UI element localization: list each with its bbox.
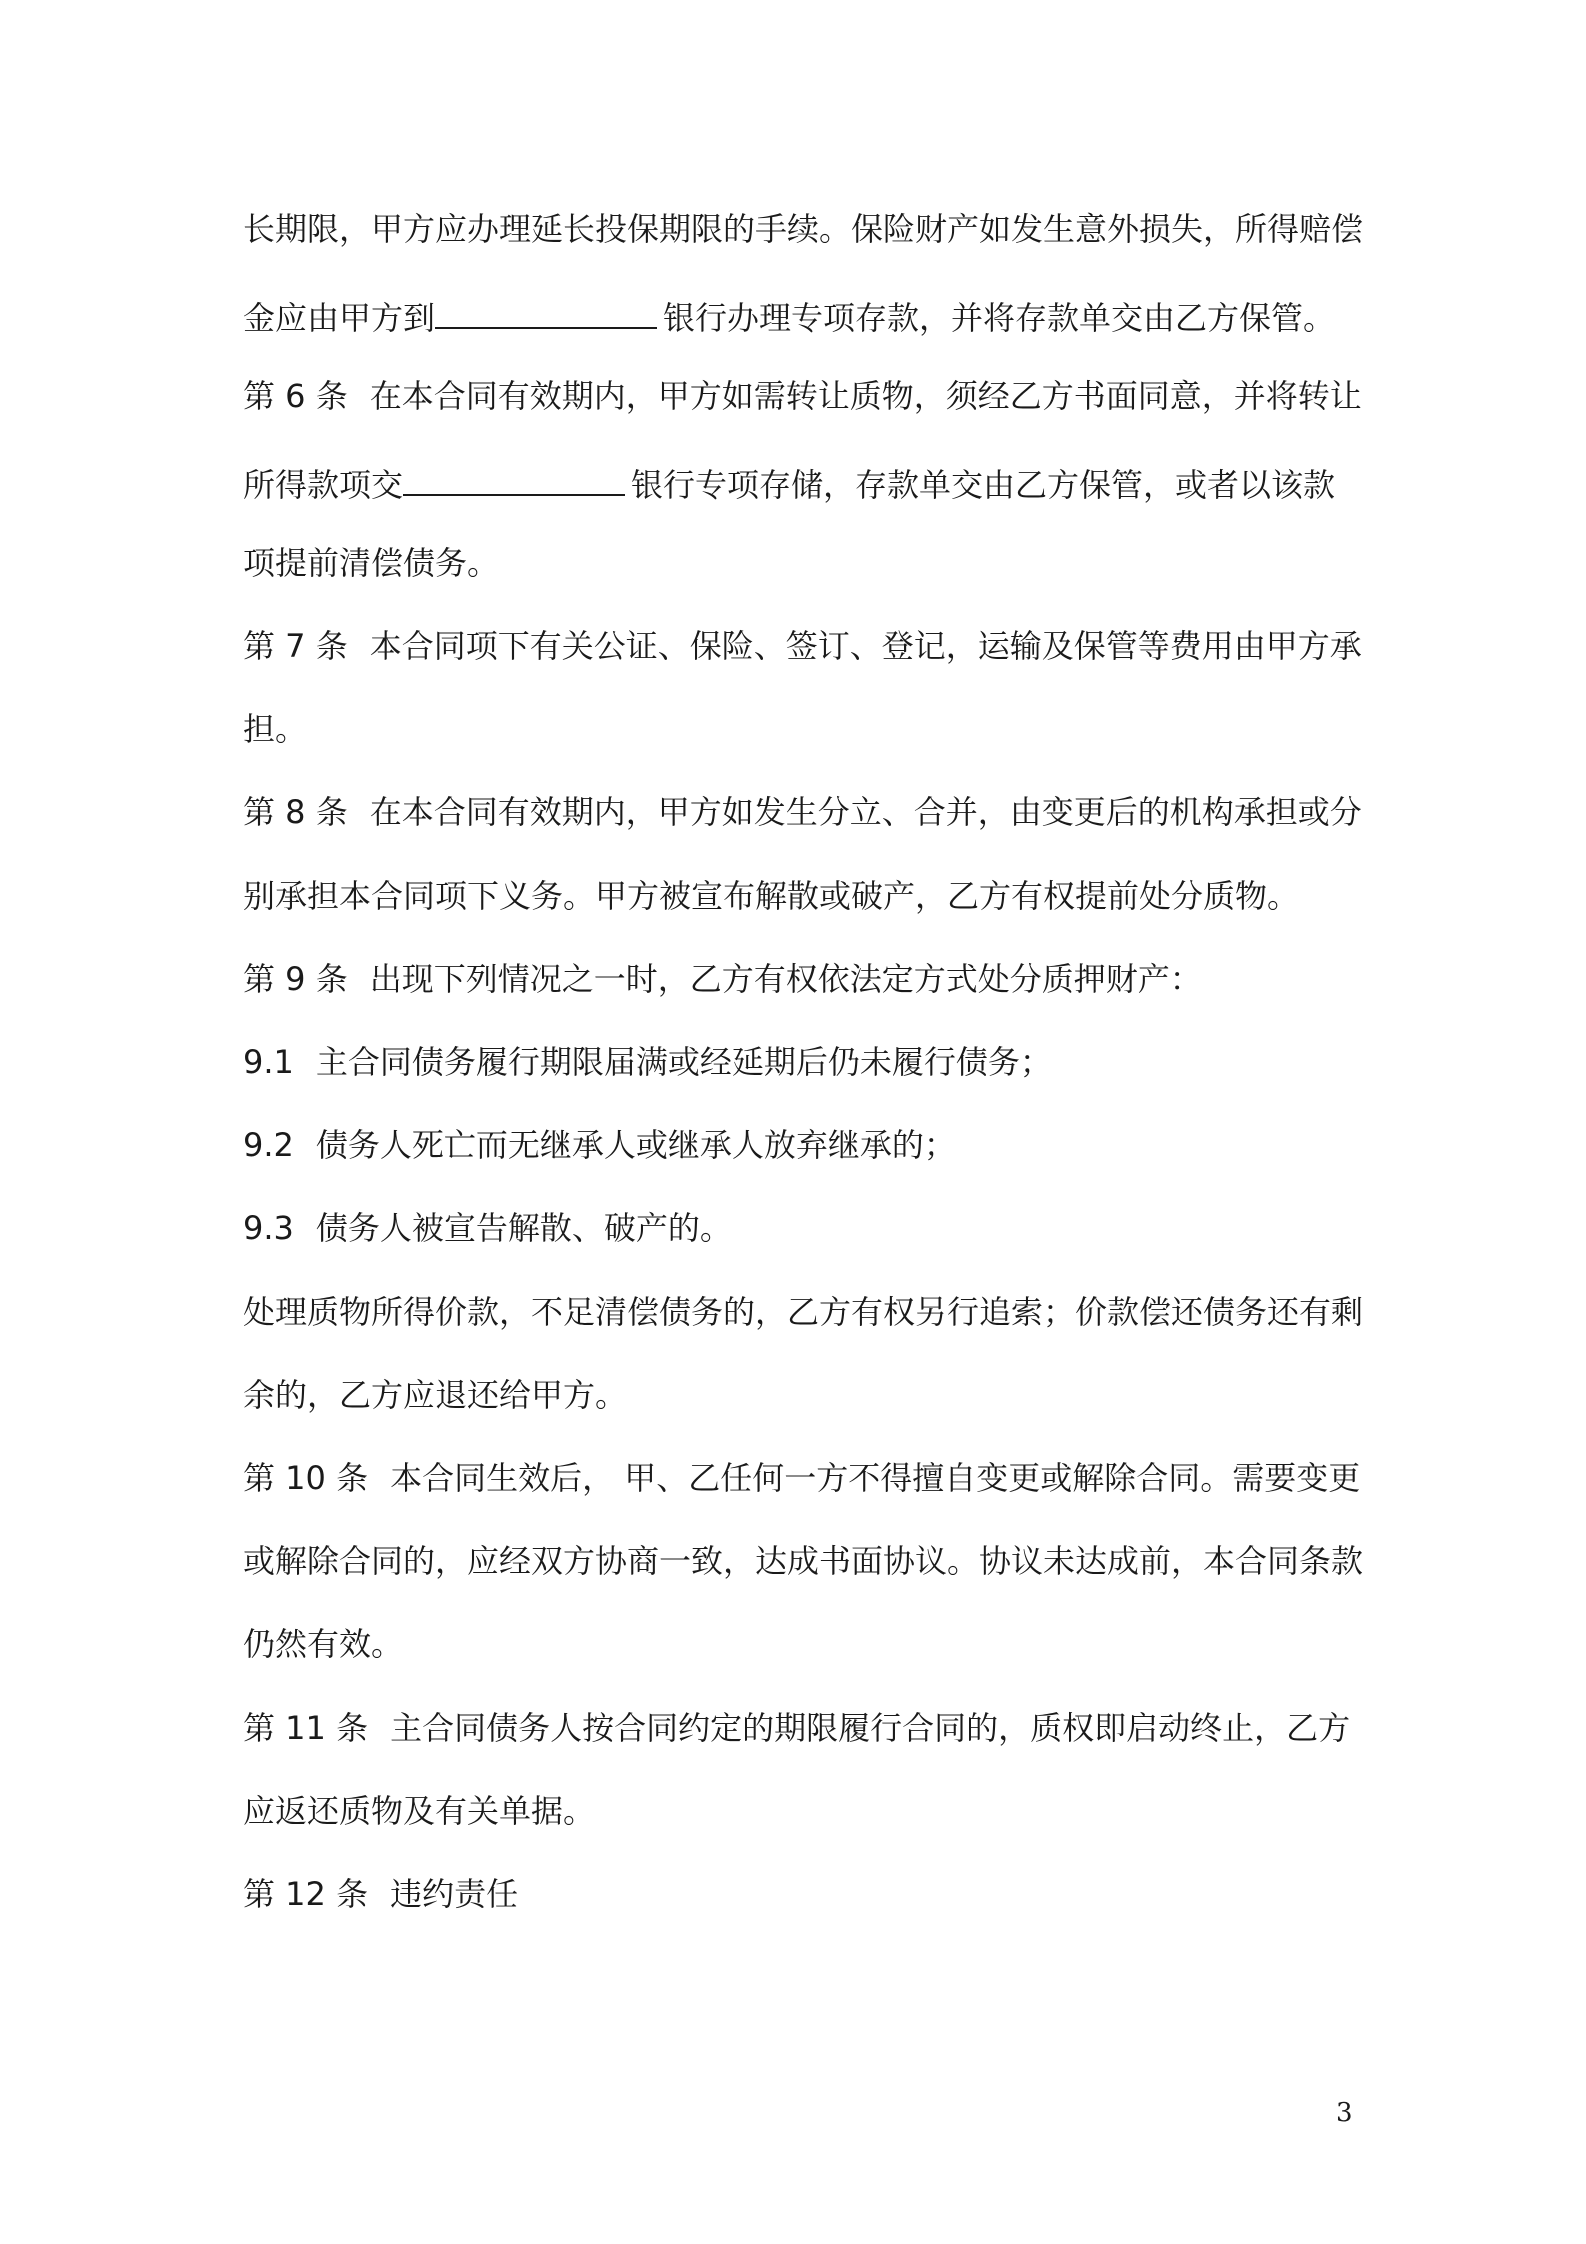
- text-line: [243, 207, 1363, 251]
- paragraph-text: 或解除合同的，应经双方协商一致，达成书面协议。协议未达成前，本合同条款: [243, 1542, 1364, 1580]
- article-12: [243, 1872, 1363, 1916]
- paragraph-text: 余的，乙方应退还给甲方。: [243, 1376, 628, 1414]
- article-number: 第 7 条: [243, 627, 348, 665]
- text-line: [243, 1290, 1363, 1334]
- clause-number: 9.3: [243, 1209, 294, 1247]
- paragraph-text: 处理质物所得价款，不足清偿债务的，乙方有权另行追索；价款偿还债务还有剩: [243, 1293, 1364, 1331]
- text-line: [243, 1539, 1363, 1583]
- page-number: 3: [1336, 2098, 1353, 2128]
- paragraph-text: 应返还质物及有关单据。: [243, 1792, 596, 1830]
- paragraph-text: 长期限，甲方应办理延长投保期限的手续。保险财产如发生意外损失，所得赔偿: [243, 210, 1364, 248]
- clause-9-3: [243, 1206, 1363, 1250]
- clause-number: 9.2: [243, 1126, 294, 1164]
- article-text: 本合同生效后， 甲、乙任何一方不得擅自变更或解除合同。需要变更: [390, 1459, 1361, 1497]
- article-number: 第 6 条: [243, 377, 348, 415]
- article-10: [243, 1456, 1363, 1500]
- article-text: 在本合同有效期内，甲方如发生分立、合并，由变更后的机构承担或分: [369, 793, 1362, 831]
- text-line: [243, 296, 1363, 340]
- article-number: 第 12 条: [243, 1875, 369, 1913]
- clause-text: 债务人死亡而无继承人或继承人放弃继承的；: [315, 1126, 956, 1164]
- clause-text: 主合同债务履行期限届满或经延期后仍未履行债务；: [315, 1043, 1052, 1081]
- article-number: 第 11 条: [243, 1709, 369, 1747]
- article-6: [243, 374, 1363, 418]
- article-text: 在本合同有效期内，甲方如需转让质物，须经乙方书面同意，并将转让: [369, 377, 1362, 415]
- blank-underline[interactable]: [403, 464, 625, 496]
- paragraph-text: 别承担本合同项下义务。甲方被宣布解散或破产，乙方有权提前处分质物。: [243, 877, 1300, 915]
- text-line: [243, 1789, 1363, 1833]
- paragraph-text: 银行办理专项存款，并将存款单交由乙方保管。: [663, 299, 1336, 337]
- clause-text: 债务人被宣告解散、破产的。: [315, 1209, 732, 1247]
- article-text: 本合同项下有关公证、保险、签订、登记，运输及保管等费用由甲方承: [369, 627, 1362, 665]
- article-7: [243, 624, 1363, 668]
- paragraph-text: 金应由甲方到: [243, 299, 436, 337]
- text-line: [243, 541, 1363, 585]
- text-line: [243, 874, 1363, 918]
- clause-9-1: [243, 1040, 1363, 1084]
- paragraph-text: 所得款项交: [243, 466, 404, 504]
- blank-underline[interactable]: [435, 297, 657, 329]
- article-number: 第 9 条: [243, 960, 348, 998]
- clause-9-2: [243, 1123, 1363, 1167]
- article-text: 违约责任: [390, 1875, 519, 1913]
- paragraph-text: 担。: [243, 710, 308, 748]
- clause-number: 9.1: [243, 1043, 294, 1081]
- text-line: [243, 1622, 1363, 1666]
- article-8: [243, 790, 1363, 834]
- paragraph-text: 项提前清偿债务。: [243, 544, 500, 582]
- text-line: [243, 707, 1363, 751]
- article-text: 主合同债务人按合同约定的期限履行合同的，质权即启动终止，乙方: [390, 1709, 1351, 1747]
- article-number: 第 8 条: [243, 793, 348, 831]
- article-11: [243, 1706, 1363, 1750]
- paragraph-text: 银行专项存储，存款单交由乙方保管，或者以该款: [631, 466, 1336, 504]
- text-line: [243, 1373, 1363, 1417]
- article-9: [243, 957, 1363, 1001]
- text-line: [243, 463, 1363, 507]
- article-number: 第 10 条: [243, 1459, 369, 1497]
- paragraph-text: 仍然有效。: [243, 1625, 404, 1663]
- article-text: 出现下列情况之一时，乙方有权依法定方式处分质押财产：: [369, 960, 1202, 998]
